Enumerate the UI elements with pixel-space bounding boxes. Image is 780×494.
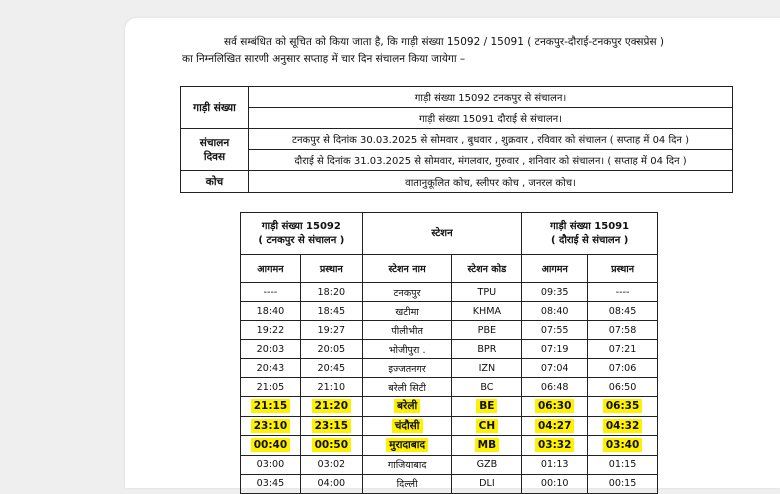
cell-departure-15091 — [588, 302, 658, 321]
table-row — [241, 283, 658, 302]
cell-value: 20:05 — [317, 343, 346, 355]
cell-value: 06:50 — [608, 381, 637, 393]
highlighted-value: CH — [476, 419, 499, 433]
cell-station-code — [452, 302, 522, 321]
cell-arrival-15092 — [241, 416, 301, 436]
notice-line-2: का निम्नलिखित सारणी अनुसार सप्ताह में चार दिन संचालन किया जायेगा – — [182, 53, 466, 65]
cell-value: 21:10 — [317, 381, 346, 393]
cell-departure-15091 — [588, 283, 658, 302]
cell-arrival-15092 — [241, 302, 301, 321]
column-arrival-15091: आगमन — [522, 255, 588, 283]
cell-station-code — [452, 416, 522, 436]
cell-value: 07:19 — [540, 343, 569, 355]
cell-station-name — [362, 455, 452, 474]
cell-value: पीलीभीत — [391, 325, 423, 337]
cell-arrival-15091 — [522, 455, 588, 474]
header-station: स्टेशन — [362, 213, 522, 255]
cell-departure-15091 — [588, 397, 658, 417]
operating-days-15092: टनकपुर से दिनांक 30.03.2025 से सोमवार , बुधवार , शुक्रवार , रविवार को संचालन ( सप्ताह में 04 दिन ) — [249, 129, 733, 150]
cell-value: 00:10 — [540, 478, 569, 489]
coach-label: कोच — [181, 171, 249, 193]
cell-station-name — [362, 302, 452, 321]
header-train-15092 — [241, 213, 363, 255]
cell-station-code — [452, 378, 522, 397]
cell-departure-15091 — [588, 416, 658, 436]
notice-line-1: सर्व सम्बंधित को सूचित को किया जाता है, कि गाड़ी संख्या 15092 / 15091 ( टनकपुर-दौराई-टनकपुर एक्सप्रेस ) — [224, 36, 664, 48]
highlighted-value: 21:20 — [312, 399, 351, 413]
cell-departure-15092 — [300, 283, 362, 302]
cell-arrival-15091 — [522, 397, 588, 417]
cell-arrival-15092 — [241, 283, 301, 302]
cell-arrival-15092 — [241, 359, 301, 378]
table-row — [241, 455, 658, 474]
column-station-code: स्टेशन कोड — [452, 255, 522, 283]
cell-arrival-15091 — [522, 359, 588, 378]
cell-departure-15092 — [300, 474, 362, 493]
cell-value: 18:20 — [317, 286, 346, 298]
cell-value: 07:04 — [540, 362, 569, 374]
timetable-body — [241, 283, 658, 494]
cell-arrival-15092 — [241, 474, 301, 493]
highlighted-value: 00:50 — [312, 438, 351, 452]
cell-value: 01:15 — [608, 459, 637, 470]
cell-arrival-15092 — [241, 436, 301, 456]
cell-arrival-15092 — [241, 321, 301, 340]
table-row — [241, 321, 658, 340]
cell-value: TPU — [477, 286, 497, 298]
header-train-15091-line-2: ( दौराई से संचालन ) — [550, 234, 629, 246]
cell-departure-15092 — [300, 436, 362, 456]
highlighted-value: 06:30 — [535, 399, 574, 413]
table-row — [241, 397, 658, 417]
cell-value: 18:45 — [317, 305, 346, 317]
cell-station-name — [362, 283, 452, 302]
cell-value: 01:13 — [540, 459, 569, 470]
cell-departure-15092 — [300, 378, 362, 397]
cell-value: ---- — [615, 286, 630, 298]
table-row — [241, 359, 658, 378]
cell-value: ---- — [263, 286, 278, 298]
highlighted-value: 00:40 — [251, 438, 290, 452]
cell-value: 09:35 — [540, 286, 569, 298]
header-train-15091-line-1: गाड़ी संख्या 15091 — [550, 220, 630, 232]
cell-station-code — [452, 283, 522, 302]
cell-value: 06:48 — [540, 381, 569, 393]
cell-value: 07:06 — [608, 362, 637, 374]
cell-value: BPR — [477, 343, 497, 355]
cell-value: 08:45 — [608, 305, 637, 317]
highlighted-value: MB — [475, 438, 499, 452]
cell-value: 00:15 — [608, 478, 637, 489]
operating-days-label-line-2: दिवस — [203, 150, 226, 163]
highlighted-value: 03:32 — [535, 438, 574, 452]
train-15091-info: गाड़ी संख्या 15091 दौराई से संचालन। — [249, 108, 733, 129]
highlighted-value: बरेली — [394, 399, 420, 413]
cell-departure-15091 — [588, 340, 658, 359]
highlighted-value: 21:15 — [251, 399, 290, 413]
cell-station-code — [452, 359, 522, 378]
table-row — [241, 474, 658, 493]
cell-station-name — [362, 359, 452, 378]
cell-departure-15092 — [300, 321, 362, 340]
cell-value: IZN — [478, 362, 496, 374]
cell-departure-15092 — [300, 455, 362, 474]
table-row — [241, 340, 658, 359]
highlighted-value: 06:35 — [603, 399, 642, 413]
highlighted-value: 23:10 — [251, 419, 290, 433]
cell-station-code — [452, 436, 522, 456]
coach-value: वातानुकूलित कोच, स्लीपर कोच , जनरल कोच। — [249, 171, 733, 193]
cell-value: बरेली सिटी — [388, 382, 426, 394]
cell-departure-15092 — [300, 340, 362, 359]
operating-days-15091: दौराई से दिनांक 31.03.2025 से सोमवार, मंगलवार, गुरुवार , शनिवार को संचालन। ( सप्ताह में 04 दिन ) — [249, 150, 733, 171]
highlighted-value: 04:27 — [535, 419, 574, 433]
cell-value: PBE — [477, 324, 497, 336]
cell-arrival-15092 — [241, 455, 301, 474]
cell-arrival-15091 — [522, 340, 588, 359]
cell-arrival-15091 — [522, 378, 588, 397]
cell-value: 19:27 — [317, 324, 346, 336]
cell-value: 04:00 — [317, 478, 346, 489]
table-row — [241, 378, 658, 397]
column-station-name: स्टेशन नाम — [362, 255, 452, 283]
cell-value: GZB — [476, 459, 498, 470]
operating-days-label — [181, 129, 249, 171]
cell-value: दिल्ली — [396, 479, 418, 490]
highlighted-value: चंदौसी — [392, 419, 423, 433]
train-number-label: गाड़ी संख्या — [181, 87, 249, 129]
cell-station-code — [452, 455, 522, 474]
cell-value: 19:22 — [256, 324, 285, 336]
cell-station-code — [452, 340, 522, 359]
table-row — [241, 416, 658, 436]
cell-station-name — [362, 397, 452, 417]
header-train-15091 — [522, 213, 658, 255]
cell-value: BC — [480, 381, 494, 393]
cell-value: 03:02 — [317, 459, 346, 470]
cell-departure-15091 — [588, 321, 658, 340]
highlighted-value: 04:32 — [603, 419, 642, 433]
cell-arrival-15092 — [241, 378, 301, 397]
cell-arrival-15091 — [522, 302, 588, 321]
notice-text — [182, 34, 742, 68]
cell-station-name — [362, 378, 452, 397]
cell-value: 03:00 — [256, 459, 285, 470]
cell-departure-15091 — [588, 436, 658, 456]
cell-arrival-15091 — [522, 436, 588, 456]
header-train-15092-line-1: गाड़ी संख्या 15092 — [261, 220, 341, 232]
cell-departure-15092 — [300, 359, 362, 378]
cell-station-name — [362, 416, 452, 436]
highlighted-value: BE — [476, 399, 497, 413]
cell-departure-15092 — [300, 302, 362, 321]
cell-station-code — [452, 321, 522, 340]
highlighted-value: मुरादाबाद — [386, 438, 428, 452]
table-row — [241, 436, 658, 456]
cell-station-code — [452, 397, 522, 417]
cell-departure-15091 — [588, 455, 658, 474]
cell-value: 08:40 — [540, 305, 569, 317]
cell-departure-15092 — [300, 416, 362, 436]
cell-value: गाजियाबाद — [387, 460, 427, 471]
cell-arrival-15091 — [522, 283, 588, 302]
operating-days-label-line-1: संचालन — [199, 136, 230, 149]
cell-departure-15091 — [588, 378, 658, 397]
cell-value: खटीमा — [395, 306, 419, 318]
column-departure-15091: प्रस्थान — [588, 255, 658, 283]
cell-value: 20:45 — [317, 362, 346, 374]
train-15092-info: गाड़ी संख्या 15092 टनकपुर से संचालन। — [249, 87, 733, 108]
cell-station-code — [452, 474, 522, 493]
cell-station-name — [362, 436, 452, 456]
cell-arrival-15091 — [522, 321, 588, 340]
column-arrival-15092: आगमन — [241, 255, 301, 283]
cell-departure-15091 — [588, 474, 658, 493]
info-table — [180, 86, 733, 193]
cell-value: टनकपुर — [393, 287, 421, 299]
cell-arrival-15092 — [241, 340, 301, 359]
cell-arrival-15092 — [241, 397, 301, 417]
header-train-15092-line-2: ( टनकपुर से संचालन ) — [258, 234, 345, 246]
cell-value: 20:03 — [256, 343, 285, 355]
cell-value: 07:21 — [608, 343, 637, 355]
cell-station-name — [362, 340, 452, 359]
cell-value: 21:05 — [256, 381, 285, 393]
cell-value: इज्जतनगर — [388, 363, 426, 375]
cell-value: KHMA — [472, 305, 502, 317]
cell-station-name — [362, 474, 452, 493]
cell-value: 20:43 — [256, 362, 285, 374]
cell-value: भोजीपुरा . — [388, 344, 426, 356]
cell-arrival-15091 — [522, 416, 588, 436]
cell-value: 18:40 — [256, 305, 285, 317]
column-departure-15092: प्रस्थान — [300, 255, 362, 283]
table-row — [241, 302, 658, 321]
cell-value: 03:45 — [256, 478, 285, 489]
highlighted-value: 23:15 — [312, 419, 351, 433]
timetable — [240, 212, 658, 494]
cell-departure-15092 — [300, 397, 362, 417]
highlighted-value: 03:40 — [603, 438, 642, 452]
cell-value: DLI — [479, 478, 495, 489]
cell-arrival-15091 — [522, 474, 588, 493]
cell-station-name — [362, 321, 452, 340]
cell-value: 07:55 — [540, 324, 569, 336]
cell-value: 07:58 — [608, 324, 637, 336]
cell-departure-15091 — [588, 359, 658, 378]
